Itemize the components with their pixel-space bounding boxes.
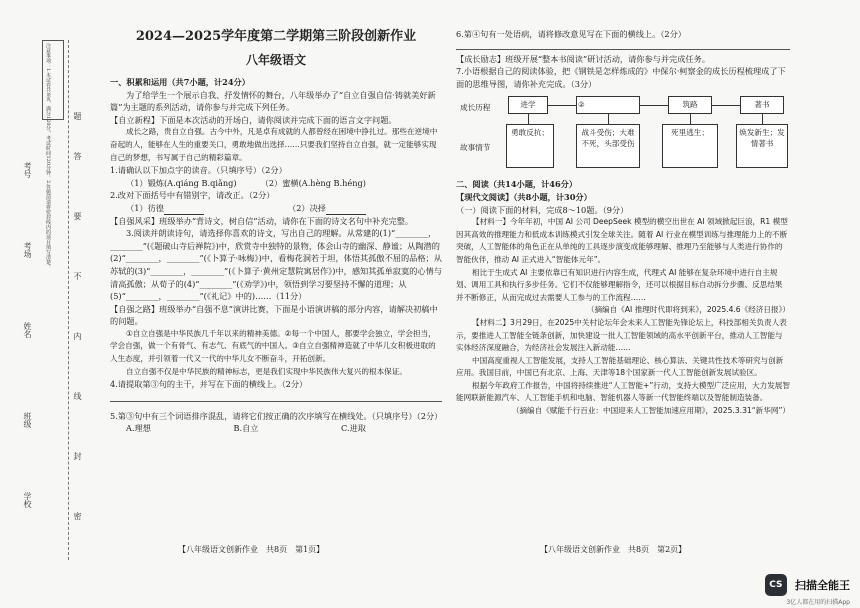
seal-char: 不 xyxy=(73,272,82,280)
material-text: 根据今年政府工作报告，中国将持续推进“人工智能+”行动，支持大模型广泛应用，大力发展智能网联新能源汽车、人工智能手机和电脑、智能机器人等新一代智能终端以及智能制造装备。 xyxy=(456,380,790,403)
option: （2）蜜横(A.hèng B.héng) xyxy=(260,177,366,188)
connector xyxy=(528,114,529,124)
speech-text: ①自立自强是中华民族几千年以来的精神美德。②每一个中国人，都要学会独立，学会担当，学会自强，做一个有骨气、有志气、有底气的中国人。③自立自强精神造就了中华儿女积极进取的人生态度，并引领着一代又一代的中华儿女不断奋斗，开拓创新。 xyxy=(110,328,436,364)
question-5-options xyxy=(126,422,366,435)
question-7: 7.小语根据自己的阅读体验，把《钢铁是怎样炼成的》中保尔·柯察金的成长历程梳理成了下面的思维导图，请你补充完成。（3分） xyxy=(456,66,786,89)
exam-title: 2024—2025学年度第二学期第三阶段创新作业 xyxy=(135,29,417,44)
seal-line xyxy=(68,40,69,560)
mind-map-row-label: 成长历程 xyxy=(460,103,491,113)
left-page xyxy=(110,28,442,435)
connector xyxy=(762,114,763,124)
question-3: 3.阅读并朗读诗句，请选择你喜欢的诗文，写出自己的理解。从常建的(1)“________，________”(《题破山寺后禅院》)中，欣赏寺中独特的景物，体会山寺的幽深、静谧；从陶潜的(2)“________，________”(《卜算子·咏梅》)中，看梅花洞若于坦，体悟其孤傲不屈的品格；从苏轼的(3)“________，________”(《卜算子·黄州定慧院寓居作》)中，感知其孤单寂寞的心情与清高孤傲；从荀子的(4)“________”(《劝学》)中，领悟到学习要坚持不懈的道理；从(5)“________，________”(《礼记》中的)……（11分） xyxy=(110,228,442,302)
answer-blank[interactable] xyxy=(326,205,366,215)
option: （2）决择 xyxy=(288,202,326,213)
connector xyxy=(608,114,609,124)
scanner-app-tagline: 3亿人都在用的扫描App xyxy=(786,599,850,606)
flow-arrow xyxy=(712,105,740,106)
answer-line[interactable] xyxy=(110,401,442,402)
notice-box xyxy=(42,40,64,270)
question-5: 5.第③句中有三个词语排序混乱，请将它们按正确的次序填写在横线处。（只填序号）（2分） xyxy=(110,410,443,421)
option: （1）彷徨 xyxy=(126,202,164,213)
task-heading: 【成长励志】班级开展“整本书阅读”研讨活动，请你参与并完成任务。 xyxy=(456,53,710,64)
page-footer: 【八年级语文创新作业 共8页 第2页】 xyxy=(540,545,687,554)
answer-line[interactable] xyxy=(456,49,790,50)
seal-char: 封 xyxy=(73,452,82,460)
seal-char: 线 xyxy=(73,392,82,400)
flow-arrow xyxy=(640,105,668,106)
task-heading: 【自强之路】班级举办“自强不息”演讲比赛，下面是小语演讲稿的部分内容，请解决初稿中的问题。 xyxy=(110,303,438,327)
event-box: 勇敢反抗； xyxy=(506,124,554,168)
stage-box: 进学 xyxy=(508,96,548,114)
task-heading: 【自立新程】下面是本次活动的开场白，请你阅读并完成下面的语言文字问题。 xyxy=(110,114,397,125)
seal-char: 要 xyxy=(73,212,82,220)
task-heading: 【自强风采】班级举办“背诗文，树自信”活动，请你在下面的诗文名句中补充完整。 xyxy=(110,215,414,226)
question-2-options xyxy=(126,202,366,215)
flow-arrow xyxy=(548,105,576,106)
exam-number-label: 考号 xyxy=(23,162,32,178)
seal-char: 密 xyxy=(73,512,82,520)
notice-text: 注意事项：1.本试卷共8页，满分120分，考试时间120分钟。2.答题前请将密封线内的项目填写清楚。 xyxy=(45,43,51,270)
event-box: 战斗受伤；大难不死，头部受伤 xyxy=(576,124,640,168)
page-footer: 【八年级语文创新作业 共8页 第1页】 xyxy=(178,545,325,554)
material-text: 中国高度重视人工智能发展，支持人工智能基础理论、核心算法、关键共性技术等研究与创新应用。我国目前，中国已有北京、上海、天津等18个国家新一代人工智能创新发展试验区。 xyxy=(456,355,784,378)
section-heading: 一、积累和运用（共7小题，计24分） xyxy=(110,77,250,87)
name-label: 姓名 xyxy=(23,322,32,338)
material-text: 【材料一】今年年初，中国 AI 公司 DeepSeek 模型的横空出世在 AI 领域掀起巨浪，R1 模型因其高效的推理能力和低成本训练模式引发全球关注。随着 AI 行业在模型训练与推理能力上的不断突破，人工智能体的角色正在从单纯的工具逐步演变成能够理解、推理乃至能够与人类进行协作的智能伙伴，推动 AI 正式进入“智能体元年”。 xyxy=(456,217,788,264)
camscanner-logo-icon: CS xyxy=(765,574,787,596)
right-page xyxy=(456,28,790,418)
scanner-credit xyxy=(765,574,850,606)
material-source: （摘编自《AI 推理时代即将到来》，2025.4.6《经济日报》） xyxy=(586,305,790,315)
option: （1）锻炼(A.qiáng B.qiǎng) xyxy=(126,177,237,188)
intro-text: 为了给学生一个展示自我、抒发情怀的舞台，八年级举办了“自立自强自信·铸就美好新篇”为主题的系列活动，请你参与并完成下列任务。 xyxy=(110,89,436,113)
seal-char: 题 xyxy=(73,112,82,120)
mind-map-row-label: 故事情节 xyxy=(460,143,491,153)
exam-subtitle: 八年级语文 xyxy=(245,53,306,67)
section-heading: 二、阅读（共14小题，计46分） xyxy=(456,179,578,190)
event-box: 死里逃生； xyxy=(662,124,718,168)
mind-map xyxy=(456,94,790,172)
question-1-options xyxy=(126,177,366,190)
stage-box: 著书 xyxy=(740,96,784,114)
subsection-heading: （一）阅读下面的材料，完成8～10题。（9分） xyxy=(456,204,629,215)
speech-text: 自立自强不仅是中华民族的精神标志，更是我们实现中华民族伟大复兴的根本保证。 xyxy=(126,366,407,376)
room-label: 考场 xyxy=(23,242,32,258)
option: A.理想 xyxy=(126,423,151,434)
class-label: 班级 xyxy=(23,412,32,428)
option: C.进取 xyxy=(341,423,366,434)
subsection-heading: 【现代文阅读】（共8小题，计30分） xyxy=(456,191,592,202)
event-box: 焕发新生；发情著书 xyxy=(736,124,788,168)
seal-char: 答 xyxy=(73,152,82,160)
stage-box: 筑路 xyxy=(668,96,712,114)
material-text: 相比于生成式 AI 主要依靠已有知识进行内容生成，代理式 AI 能够在复杂环境中进行自主规划、调用工具和执行多步任务。它们不仅能够理解指令，还可以根据目标自动拆分步骤、反思结果并不断修正，从而完成过去需要人工参与的工作流程…… xyxy=(456,267,783,302)
connector xyxy=(690,114,691,124)
option: B.自立 xyxy=(233,423,259,434)
scanner-app-name: 扫描全能王 xyxy=(795,579,850,592)
seal-char: 内 xyxy=(73,332,82,340)
material-text: 【材料二】3月29日，在2025中关村论坛年会未来人工智能先锋论坛上，科技部相关负责人表示，要推进人工智能全链条创新，加快建设一批人工智能领域的高水平创新平台，推动人工智能与实体经济深度融合，为经济社会发展注入新动能…… xyxy=(456,317,787,353)
stage-box[interactable]: ② xyxy=(576,96,640,114)
question-6: 6.第④句有一处语病，请将修改意见写在下面的横线上。（2分） xyxy=(456,29,686,39)
passage-text: 成长之路，贵自立自强。古今中外，凡是卓有成就的人都曾经在困境中挣扎过。那些在逆境中奋起的人，能够在人生的重要关口，勇敢地做出选择……只要我们坚持自立自强，就一定能够实现自己的梦想，书写属于自己的精彩篇章。 xyxy=(110,127,438,162)
question-2: 2.改对下面括号中有错别字，请改正。（2分） xyxy=(110,190,275,201)
question-4: 4.请提取第③句的主干，并写在下面的横线上。（2分） xyxy=(110,379,308,390)
answer-blank[interactable] xyxy=(164,205,204,215)
school-label: 学校 xyxy=(23,492,32,508)
question-1: 1.请确认以下加点字的读音。（只填序号）（2分） xyxy=(110,165,287,176)
material-source: （摘编自《赋能千行百业：中国迎来人工智能加速应用期》，2025.3.31“新华网”） xyxy=(511,406,790,416)
